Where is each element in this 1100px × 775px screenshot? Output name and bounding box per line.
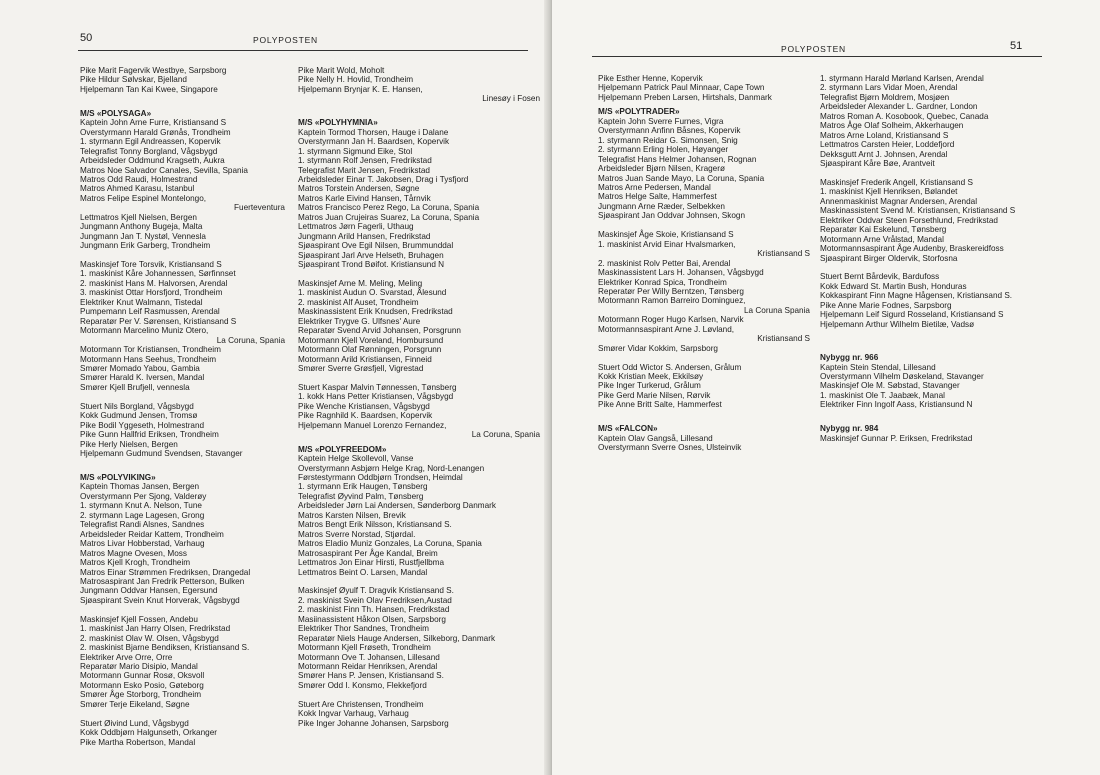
crew-entry: Motormann Hans Seehus, Trondheim bbox=[80, 354, 217, 364]
crew-entry: Motormann Ramon Barreiro Dominguez, bbox=[598, 296, 746, 306]
crew-entry: Førstestyrmann Oddbjørn Trondsen, Heimdal bbox=[298, 472, 463, 482]
header-rule bbox=[78, 50, 528, 51]
crew-entry: Pike Anne Britt Salte, Hammerfest bbox=[598, 400, 722, 410]
crew-entry: Overstyrmann Sverre Osnes, Ulsteinvik bbox=[598, 443, 742, 453]
crew-entry: Kristiansand S bbox=[757, 249, 810, 259]
spacer bbox=[298, 577, 540, 586]
spacer bbox=[80, 709, 285, 718]
crew-entry: Elektriker Arve Orre, Orre bbox=[80, 652, 173, 662]
crew-entry: Pumpemann Leif Rasmussen, Arendal bbox=[80, 307, 220, 317]
crew-entry: Kaptein Thomas Jansen, Bergen bbox=[80, 482, 200, 492]
crew-entry: Telegrafist Randi Alsnes, Sandnes bbox=[80, 520, 205, 530]
crew-entry: Matros Bengt Erik Nilsson, Kristiansand S. bbox=[298, 520, 452, 530]
crew-entry: Matros Livar Hobberstad, Varhaug bbox=[80, 539, 205, 549]
crew-entry: Elektriker Konrad Spica, Trondheim bbox=[598, 277, 727, 287]
crew-entry: Kokk Gudmund Jensen, Tromsø bbox=[80, 411, 198, 421]
crew-entry: Pike Herly Nielsen, Bergen bbox=[80, 439, 178, 449]
crew-entry: Stuert Odd Wictor S. Andersen, Grålum bbox=[598, 362, 742, 372]
crew-entry: Matrosaspirant Per Åge Kandal, Breim bbox=[298, 548, 438, 558]
header-rule bbox=[592, 56, 1042, 57]
crew-entry: 2. styrmann Erling Holen, Høyanger bbox=[598, 145, 729, 155]
crew-entry: Overstyrmann Jan H. Baardsen, Kopervik bbox=[298, 137, 450, 147]
crew-entry: Reparatør Svend Arvid Johansen, Porsgrunn bbox=[298, 326, 461, 336]
crew-entry: Maskinsjef Ole M. Søbstad, Stavanger bbox=[820, 381, 960, 391]
crew-entry: Hjelpemann Brynjar K. E. Hansen, bbox=[298, 84, 423, 94]
crew-entry: Kaptein John Sverre Furnes, Vigra bbox=[598, 116, 724, 126]
section-heading: M/S «POLYHYMNIA» bbox=[298, 118, 378, 128]
crew-entry: Motormann Tor Kristiansen, Trondheim bbox=[80, 345, 221, 355]
crew-entry: Matros Einar Strømmen Fredriksen, Drangedal bbox=[80, 567, 251, 577]
crew-entry: Reparatør Niels Hauge Andersen, Silkeborg, Danmark bbox=[298, 633, 496, 643]
crew-entry: Hjelpemann Tan Kai Kwee, Singapore bbox=[80, 84, 218, 94]
crew-entry: Stuert Øivind Lund, Vågsbygd bbox=[80, 718, 189, 728]
section-heading: M/S «FALCON» bbox=[598, 424, 658, 434]
crew-entry: Kaptein Olav Gangså, Lillesand bbox=[598, 433, 713, 443]
section-heading: M/S «POLYSAGA» bbox=[80, 108, 152, 118]
crew-entry: Annenmaskinist Magnar Andersen, Arendal bbox=[820, 196, 978, 206]
crew-entry: Kaptein John Arne Furre, Kristiansand S bbox=[80, 118, 227, 128]
crew-entry: Motormann Arne Vrålstad, Mandal bbox=[820, 234, 944, 244]
crew-entry: Elektriker Thor Sandnes, Trondheim bbox=[298, 624, 429, 634]
crew-entry: Hjelpemann Manuel Lorenzo Fernandez, bbox=[298, 420, 447, 430]
crew-entry: Matros Ahmed Karasu, Istanbul bbox=[80, 184, 195, 194]
crew-entry: Elektriker Trygve G. Ulfsnes' Aure bbox=[298, 316, 421, 326]
crew-entry: 1. maskinist Arvid Einar Hvalsmarken, bbox=[598, 239, 736, 249]
column bbox=[298, 66, 540, 728]
running-head: POLYPOSTEN bbox=[253, 35, 318, 45]
crew-entry: Matros Helge Salte, Hammerfest bbox=[598, 192, 717, 202]
crew-entry: Jungmann Erik Garberg, Trondheim bbox=[80, 241, 211, 251]
column bbox=[80, 66, 285, 747]
crew-entry: Matros Francisco Perez Rego, La Coruna, Spania bbox=[298, 203, 480, 213]
crew-entry: Lettmatros Jørn Fagerli, Uthaug bbox=[298, 222, 414, 232]
crew-entry: Smører Kjell Brufjell, vennesla bbox=[80, 382, 190, 392]
crew-entry: Smører Odd I. Konsmo, Flekkefjord bbox=[298, 680, 427, 690]
crew-entry: Dekksgutt Arnt J. Johnsen, Arendal bbox=[820, 149, 948, 159]
crew-entry: Telegrafist Bjørn Moldrem, Mosjøen bbox=[820, 92, 950, 102]
crew-entry: Maskinsjef Tore Torsvik, Kristiansand S bbox=[80, 260, 222, 270]
crew-entry: Sjøaspirant Svein Knut Horverak, Vågsbygd bbox=[80, 595, 240, 605]
crew-entry: Sjøaspirant Birger Oldervik, Storfosna bbox=[820, 253, 958, 263]
crew-entry: Motormann Roger Hugo Karlsen, Narvik bbox=[598, 315, 744, 325]
crew-entry: Matros Noe Salvador Canales, Sevilla, Spania bbox=[80, 165, 248, 175]
crew-entry: Overstyrmann Per Sjong, Valderøy bbox=[80, 491, 207, 501]
crew-entry: Motormann Marcelino Muniz Otero, bbox=[80, 326, 209, 336]
crew-entry: Motormannsaspirant Åge Audenby, Braskereidfoss bbox=[820, 244, 1004, 254]
crew-entry: Stuert Kaspar Malvin Tønnessen, Tønsberg bbox=[298, 382, 457, 392]
column bbox=[598, 74, 810, 453]
crew-entry: Reparatør Mario Disipio, Mandal bbox=[80, 662, 198, 672]
crew-entry: Maskinassistent Lars H. Johansen, Vågsbygd bbox=[598, 268, 764, 278]
crew-entry: La Coruna, Spania bbox=[471, 430, 540, 440]
crew-entry: Maskinsjef Frederik Angell, Kristiansand S bbox=[820, 177, 973, 187]
spacer bbox=[298, 690, 540, 699]
crew-entry: Elektriker Oddvar Steen Forsethlund, Fredrikstad bbox=[820, 215, 998, 225]
section-heading: Nybygg nr. 984 bbox=[820, 424, 879, 434]
crew-entry: Matros Arne Pedersen, Mandal bbox=[598, 182, 711, 192]
crew-entry: Pike Gunn Hallfrid Eriksen, Trondheim bbox=[80, 430, 219, 440]
crew-entry: Telegrafist Øyvind Palm, Tønsberg bbox=[298, 491, 424, 501]
spacer bbox=[820, 410, 1060, 419]
crew-entry: Motormann Esko Posio, Gøteborg bbox=[80, 680, 204, 690]
crew-entry: Fuerteventura bbox=[234, 203, 285, 213]
crew-entry: Maskinsjef Kjell Fossen, Andebu bbox=[80, 614, 198, 624]
crew-entry: 2. styrmann Lage Lagesen, Grong bbox=[80, 510, 205, 520]
crew-entry: Smører Sverre Grøsfjell, Vigrestad bbox=[298, 364, 424, 374]
crew-entry: Kokk Oddbjørn Halgunseth, Orkanger bbox=[80, 728, 217, 738]
crew-entry: Sjøaspirant Kåre Bøe, Arantveit bbox=[820, 159, 935, 169]
crew-entry: Sjøaspirant Jan Oddvar Johnsen, Skogn bbox=[598, 211, 746, 221]
crew-entry: Matros Juan Sande Mayo, La Coruna, Spania bbox=[598, 173, 765, 183]
crew-entry: 1. styrmann Rolf Jensen, Fredrikstad bbox=[298, 156, 432, 166]
crew-entry: Matros Odd Raudi, Holmestrand bbox=[80, 174, 198, 184]
crew-entry: Maskinsjef Øyulf T. Dragvik Kristiansand S. bbox=[298, 586, 454, 596]
crew-entry: Overstyrmann Asbjørn Helge Krag, Nord-Lenangen bbox=[298, 463, 485, 473]
crew-entry: Arbeidsleder Oddmund Kragseth, Aukra bbox=[80, 156, 225, 166]
crew-entry: Hjelpemann Gudmund Svendsen, Stavanger bbox=[80, 449, 243, 459]
spacer bbox=[80, 94, 285, 103]
crew-entry: 1. maskinist Kåre Johannessen, Sørfinnset bbox=[80, 269, 236, 279]
crew-entry: Pike Hildur Sølvskar, Bjelland bbox=[80, 75, 187, 85]
crew-entry: Telegrafist Marit Jensen, Fredrikstad bbox=[298, 165, 430, 175]
crew-entry: Motormann Ove T. Johansen, Lillesand bbox=[298, 652, 440, 662]
crew-entry: 2. maskinist Olav W. Olsen, Vågsbygd bbox=[80, 633, 219, 643]
crew-entry: Kaptein Tormod Thorsen, Hauge i Dalane bbox=[298, 127, 449, 137]
crew-entry: Matros Roman A. Kosobook, Quebec, Canada bbox=[820, 111, 989, 121]
crew-entry: Hjelpemann Leif Sigurd Rosseland, Kristiansand S bbox=[820, 310, 1004, 320]
crew-entry: Smører Terje Eikeland, Søgne bbox=[80, 699, 190, 709]
running-head: POLYPOSTEN bbox=[781, 44, 846, 54]
crew-entry: 1. styrmann Knut A. Nelson, Tune bbox=[80, 501, 202, 511]
crew-entry: Matros Åge Olaf Solheim, Akkerhaugen bbox=[820, 121, 964, 131]
crew-entry: Linesøy i Fosen bbox=[482, 94, 540, 104]
spacer bbox=[820, 339, 1060, 348]
crew-entry: Hjelpemann Arthur Wilhelm Bietilæ, Vadsø bbox=[820, 319, 975, 329]
crew-entry: 2. styrmann Lars Vidar Moen, Arendal bbox=[820, 83, 958, 93]
section-heading: M/S «POLYFREEDOM» bbox=[298, 444, 387, 454]
crew-entry: Lettmatros Jon Einar Hirsti, Rustfjellbma bbox=[298, 558, 445, 568]
spacer bbox=[820, 169, 1060, 178]
crew-entry: 2. maskinist Svein Olav Fredriksen,Austad bbox=[298, 595, 452, 605]
crew-entry: Lettmatros Carsten Heier, Loddefjord bbox=[820, 140, 955, 150]
crew-entry: Lettmatros Kjell Nielsen, Bergen bbox=[80, 212, 197, 222]
crew-entry: Kokk Edward St. Martin Bush, Honduras bbox=[820, 281, 967, 291]
crew-entry: Pike Wenche Kristiansen, Vågsbygd bbox=[298, 401, 430, 411]
crew-entry: La Coruna, Spania bbox=[216, 335, 285, 345]
crew-entry: Motormann Reidar Henriksen, Arendal bbox=[298, 662, 438, 672]
crew-entry: Jungmann Oddvar Hansen, Egersund bbox=[80, 586, 218, 596]
crew-entry: Smører Momado Yabou, Gambia bbox=[80, 364, 200, 374]
right-page bbox=[552, 0, 1100, 775]
crew-entry: Matros Kjell Krogh, Trondheim bbox=[80, 558, 191, 568]
crew-entry: La Coruna Spania bbox=[743, 305, 810, 315]
crew-entry: Pike Inger Turkerud, Grålum bbox=[598, 381, 701, 391]
crew-entry: Jungmann Arne Ræder, Selbekken bbox=[598, 201, 725, 211]
crew-entry: Stuert Nils Borgland, Vågsbygd bbox=[80, 401, 194, 411]
crew-entry: Motormann Olaf Rønningen, Porsgrunn bbox=[298, 345, 442, 355]
spacer bbox=[80, 392, 285, 401]
crew-entry: Telegrafist Tonny Borgland, Vågsbygd bbox=[80, 146, 218, 156]
crew-entry: Matros Juan Crujeiras Suarez, La Coruna, Spania bbox=[298, 212, 480, 222]
crew-entry: Pike Marit Fagervik Westbye, Sarpsborg bbox=[80, 66, 227, 75]
crew-entry: Lettmatros Beint O. Larsen, Mandal bbox=[298, 567, 428, 577]
crew-entry: 2. maskinist Alf Auset, Trondheim bbox=[298, 297, 419, 307]
crew-entry: Elektriker Knut Walmann, Tistedal bbox=[80, 297, 203, 307]
spacer bbox=[298, 104, 540, 113]
crew-entry: 1. styrmann Erik Haugen, Tønsberg bbox=[298, 482, 428, 492]
crew-entry: Matros Sverre Norstad, Stjørdal. bbox=[298, 529, 416, 539]
crew-entry: Jungmann Anthony Bugeja, Malta bbox=[80, 222, 203, 232]
crew-entry: 1. styrmann Sigmund Eike, Stol bbox=[298, 146, 413, 156]
crew-entry: Motormann Arild Kristiansen, Finneid bbox=[298, 354, 432, 364]
crew-entry: Matros Karsten Nilsen, Brevik bbox=[298, 510, 406, 520]
crew-entry: Pike Martha Robertson, Mandal bbox=[80, 737, 196, 747]
spacer bbox=[598, 221, 810, 230]
crew-entry: Kaptein Helge Skollevoll, Vanse bbox=[298, 454, 414, 464]
crew-entry: Hjelpemann Preben Larsen, Hirtshals, Danmark bbox=[598, 92, 772, 102]
crew-entry: 1. styrmann Reidar G. Simonsen, Snig bbox=[598, 135, 738, 145]
crew-entry: Elektriker Finn Ingolf Aass, Kristiansund N bbox=[820, 400, 973, 410]
crew-entry: Arbeidsleder Reidar Kattem, Trondheim bbox=[80, 529, 224, 539]
crew-entry: Kokk Kristian Meek, Ekkilsøy bbox=[598, 372, 704, 382]
crew-entry: Motormann Kjell Voreland, Hombursund bbox=[298, 335, 444, 345]
section-heading: Nybygg nr. 966 bbox=[820, 353, 879, 363]
crew-entry: 1. maskinist Audun O. Svarstad, Ålesund bbox=[298, 288, 447, 298]
crew-entry: Reparatør Kai Eskelund, Tønsberg bbox=[820, 225, 947, 235]
crew-entry: Kokkaspirant Finn Magne Hågensen, Kristiansand S. bbox=[820, 291, 1013, 301]
page-number: 50 bbox=[80, 32, 93, 44]
crew-entry: 2. maskinist Hans M. Halvorsen, Arendal bbox=[80, 278, 228, 288]
crew-entry: Telegrafist Hans Helmer Johansen, Rognan bbox=[598, 154, 757, 164]
crew-entry: Stuert Bernt Bårdevik, Bardufoss bbox=[820, 272, 940, 282]
crew-entry: Maskinsjef Arne M. Meling, Meling bbox=[298, 278, 423, 288]
spacer bbox=[598, 410, 810, 419]
crew-entry: Motormannsaspirant Arne J. Løvland, bbox=[598, 324, 735, 334]
crew-entry: Smører Harald K. Iversen, Mandal bbox=[80, 373, 205, 383]
crew-entry: 1. maskinist Ole T. Jaabæk, Manal bbox=[820, 390, 945, 400]
crew-entry: Sjøaspirant Trond Bøifot. Kristiansund N bbox=[298, 260, 445, 270]
crew-entry: Jungmann Jan T. Nystøl, Vennesla bbox=[80, 231, 206, 241]
crew-entry: Smører Hans P. Jensen, Kristiansand S. bbox=[298, 671, 444, 681]
crew-entry: Sjøaspirant Ove Egil Nilsen, Brummunddal bbox=[298, 241, 454, 251]
crew-entry: Masiinassistent Håkon Olsen, Sarpsborg bbox=[298, 614, 446, 624]
crew-entry: Matros Arne Loland, Kristiansand S bbox=[820, 130, 949, 140]
crew-entry: Pike Bodil Yggeseth, Holmestrand bbox=[80, 420, 205, 430]
left-page bbox=[0, 0, 548, 775]
crew-entry: Pike Inger Johanne Johansen, Sarpsborg bbox=[298, 718, 449, 728]
crew-entry: Maskinsjef Gunnar P. Eriksen, Fredrikstad bbox=[820, 433, 973, 443]
crew-entry: Jungmann Arild Hansen, Fredrikstad bbox=[298, 231, 431, 241]
crew-entry: Motormann Gunnar Rosø, Oksvoll bbox=[80, 671, 205, 681]
crew-entry: Pike Ragnhild K. Baardsen, Kopervik bbox=[298, 411, 433, 421]
crew-entry: 2. maskinist Finn Th. Hansen, Fredrikstad bbox=[298, 605, 450, 615]
crew-entry: Pike Gerd Marie Nilsen, Rørvik bbox=[598, 390, 711, 400]
crew-entry: Overstyrmann Anfinn Båsnes, Kopervik bbox=[598, 126, 741, 136]
section-heading: M/S «POLYVIKING» bbox=[80, 472, 156, 482]
section-heading: M/S «POLYTRADER» bbox=[598, 107, 680, 117]
crew-entry: 1. kokk Hans Petter Kristiansen, Vågsbygd bbox=[298, 392, 454, 402]
crew-entry: Arbeidsleder Alexander L. Gardner, London bbox=[820, 102, 978, 112]
crew-entry: Kokk Ingvar Varhaug, Varhaug bbox=[298, 709, 409, 719]
spacer bbox=[80, 459, 285, 468]
crew-entry: Smører Åge Storborg, Trondheim bbox=[80, 690, 202, 700]
crew-entry: Pike Esther Henne, Kopervik bbox=[598, 74, 703, 83]
crew-entry: 1. maskinist Jan Harry Olsen, Fredrikstad bbox=[80, 624, 231, 634]
crew-entry: 2. maskinist Bjarne Bendiksen, Kristiansand S. bbox=[80, 643, 250, 653]
crew-entry: 1. maskinist Kjell Henriksen, Bølandet bbox=[820, 187, 958, 197]
crew-entry: Pike Anne Marie Fodnes, Sarpsborg bbox=[820, 300, 952, 310]
crew-entry: Motormann Kjell Frøseth, Trondheim bbox=[298, 643, 431, 653]
crew-entry: Sjøaspirant Jarl Arve Helseth, Bruhagen bbox=[298, 250, 444, 260]
crew-entry: 1. styrmann Harald Mørland Karlsen, Arendal bbox=[820, 74, 984, 83]
crew-entry: Overstyrmann Vilhelm Døskeland, Stavanger bbox=[820, 371, 984, 381]
crew-entry: Pike Nelly H. Hovlid, Trondheim bbox=[298, 75, 414, 85]
crew-entry: Kaptein Stein Stendal, Lillesand bbox=[820, 362, 936, 372]
crew-entry: Kristiansand S bbox=[757, 334, 810, 344]
crew-entry: Matrosaspirant Jan Fredrik Petterson, Bulken bbox=[80, 576, 245, 586]
crew-entry: 3. maskinist Ottar Horsfjord, Trondheim bbox=[80, 288, 223, 298]
crew-entry: Hjelpemann Patrick Paul Minnaar, Cape Town bbox=[598, 83, 765, 93]
crew-entry: Matros Eladio Muniz Gonzales, La Coruna, Spania bbox=[298, 539, 482, 549]
crew-entry: Matros Felipe Espinel Montelongo, bbox=[80, 193, 207, 203]
crew-entry: Matros Magne Ovesen, Moss bbox=[80, 548, 187, 558]
crew-entry: Matros Karle Eivind Hansen, Tårnvik bbox=[298, 193, 431, 203]
crew-entry: 1. styrmann Egil Andreassen, Kopervik bbox=[80, 137, 221, 147]
spacer bbox=[298, 373, 540, 382]
crew-entry: Reparatør Per V. Sørensen, Kristiansand S bbox=[80, 316, 237, 326]
crew-entry: Arbeidsleder Bjørn Nilsen, Kragerø bbox=[598, 164, 725, 174]
crew-entry: Smører Vidar Kokkim, Sarpsborg bbox=[598, 343, 718, 353]
crew-entry: Stuert Are Christensen, Trondheim bbox=[298, 699, 424, 709]
spacer bbox=[80, 251, 285, 260]
spacer bbox=[80, 605, 285, 614]
crew-entry: Maskinassistent Erik Knudsen, Fredrikstad bbox=[298, 307, 453, 317]
spacer bbox=[598, 353, 810, 362]
crew-entry: 2. maskinist Rolv Petter Bai, Arendal bbox=[598, 258, 731, 268]
spacer bbox=[820, 329, 1060, 338]
crew-entry: Maskinassistent Svend M. Kristiansen, Kristiansand S bbox=[820, 206, 1016, 216]
spacer bbox=[298, 270, 540, 279]
crew-entry: Overstyrmann Harald Grønås, Trondheim bbox=[80, 127, 231, 137]
crew-entry: Matros Torstein Andersen, Søgne bbox=[298, 184, 420, 194]
column bbox=[820, 74, 1060, 443]
crew-entry: Arbeidsleder Einar T. Jakobsen, Drag i Tysfjord bbox=[298, 174, 469, 184]
crew-entry: Maskinsjef Åge Skoie, Kristiansand S bbox=[598, 230, 734, 240]
crew-entry: Arbeidsleder Jørn Lai Andersen, Sønderborg Danmark bbox=[298, 501, 496, 511]
crew-entry: Pike Marit Wold, Moholt bbox=[298, 66, 385, 75]
page-number: 51 bbox=[1010, 40, 1023, 52]
crew-entry: Reperatør Per Willy Berntzen, Tønsberg bbox=[598, 286, 744, 296]
